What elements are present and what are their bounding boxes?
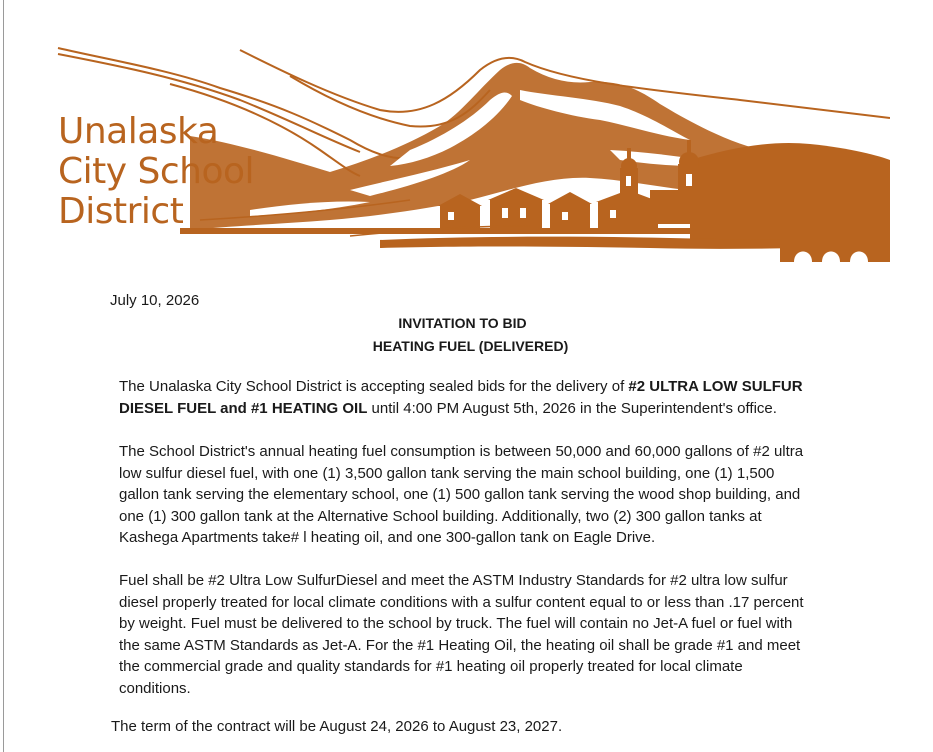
contract-term: The term of the contract will be August 24, 2026 to August 23, 2027. [111,718,563,735]
letter-date: July 10, 2026 [110,292,200,309]
letter-heading-line1: INVITATION TO BID [398,315,527,331]
paragraph-fuel-spec: Fuel shall be #2 Ultra Low SulfurDiesel and meet the ASTM Industry Standards for #2 ultra low sulfur diesel properly treated for local climate conditions with a sulfur content equal to or less than .17 percent by weight. Fuel must be delivered to the school by truck. The fuel will contain no Jet-A fuel or fuel with the same ASTM Standards as Jet-A. For the #1 Heating Oil, the heating oil shall be grade #1 and meet the commercial grade and quality standards for #1 heating oil properly treated for local climate conditions. [119,572,804,697]
paragraph-consumption: The School District's annual heating fuel consumption is between 50,000 and 60,000 gallons of #2 ultra low sulfur diesel fuel, with one (1) 3,500 gallon tank serving the main school building, one (1) 1,500 gallon tank serving the elementary school, one (1) 500 gallon tank serving the wood shop building, and one (1) 300 gallon tank at the Alternative School building. Additionally, two (2) 300 gallon tanks at Kashega Apartments take# l heating oil, and one 300-gallon tank on Eagle Drive. [119,443,804,546]
letter-heading-line2: HEATING FUEL (DELIVERED) [372,338,569,354]
paragraph-bid-deadline [119,376,809,419]
district-name-line2: City School [58,151,255,192]
district-name [58,112,254,232]
paragraph-text: until 4:00 PM August 5th, 2026 in the Superintendent's office. [367,399,777,417]
district-name-line1: Unalaska [58,111,219,152]
letterhead [50,40,890,270]
district-name-line3: District [58,191,184,232]
paragraph-text: The Unalaska City School District is accepting sealed bids for the delivery of [119,378,629,395]
paragraph-bold-text: #2 ULTRA LOW SULFUR DIESEL FUEL and #1 HEATING OIL [119,378,803,417]
page-edge [3,0,4,752]
